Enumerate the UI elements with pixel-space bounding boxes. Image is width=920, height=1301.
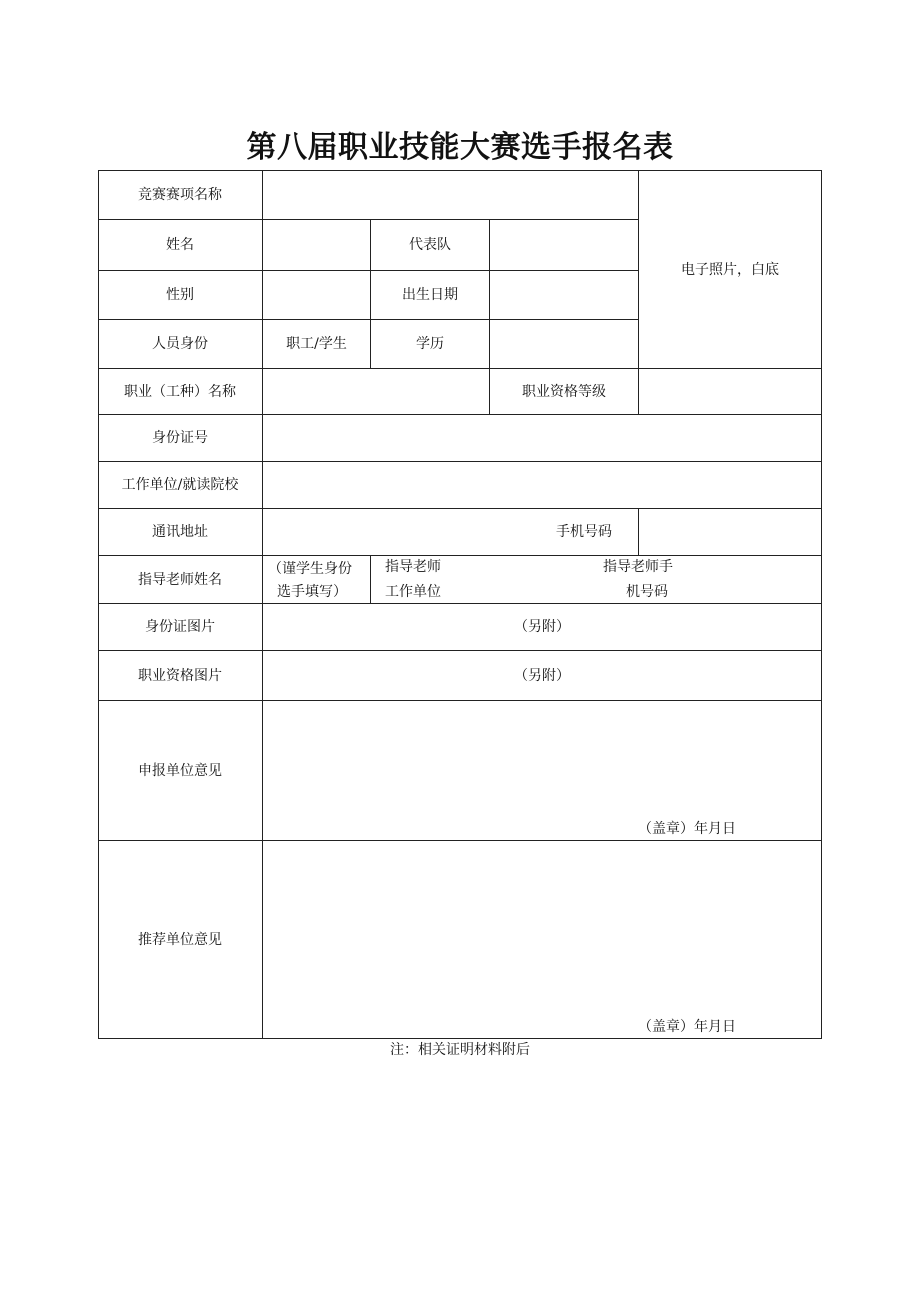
identity-options: 职工/学生	[286, 336, 347, 352]
photo-label: 电子照片，白底	[681, 261, 779, 278]
team-label: 代表队	[409, 237, 451, 253]
table-rule	[638, 368, 639, 415]
recommender-seal-date: （盖章）年月日	[638, 1019, 736, 1035]
advisor-name-label: 指导老师姓名	[138, 571, 222, 588]
page-title: 第八届职业技能大赛选手报名表	[246, 130, 674, 165]
advisor-note-line-1: （谨学生身份	[268, 561, 352, 577]
footnote: 注：相关证明材料附后	[390, 1042, 530, 1058]
id-number-label: 身份证号	[152, 430, 208, 446]
birth-date-label: 出生日期	[402, 287, 458, 303]
address-label: 通讯地址	[152, 524, 208, 540]
table-rule	[489, 219, 490, 369]
advisor-phone-line-1: 指导老师手	[603, 559, 673, 575]
id-image-label: 身份证图片	[145, 619, 215, 635]
gender-label: 性别	[166, 287, 194, 303]
identity-label: 人员身份	[152, 336, 208, 352]
event-name-label: 竞赛赛项名称	[138, 187, 222, 203]
qualification-level-label: 职业资格等级	[522, 383, 606, 400]
recommender-opinion-label: 推荐单位意见	[138, 931, 222, 948]
advisor-phone-line-2: 机号码	[626, 584, 668, 600]
applicant-opinion-label: 申报单位意见	[138, 762, 222, 779]
table-rule	[821, 170, 822, 1039]
advisor-note-line-2: 选手填写）	[277, 584, 347, 600]
table-rule	[98, 1038, 822, 1039]
table-rule	[370, 555, 371, 604]
qualification-image-label: 职业资格图片	[138, 667, 222, 684]
work-unit-label: 工作单位/就读院校	[121, 477, 239, 493]
qualification-image-attached: （另附）	[514, 667, 570, 684]
table-rule	[638, 508, 639, 556]
mobile-label: 手机号码	[556, 524, 612, 540]
education-label: 学历	[416, 336, 444, 352]
occupation-label: 职业（工种）名称	[124, 383, 236, 400]
advisor-unit-line-2: 工作单位	[385, 584, 441, 600]
id-image-attached: （另附）	[514, 619, 570, 635]
name-label: 姓名	[166, 237, 194, 253]
advisor-unit-line-1: 指导老师	[385, 559, 441, 575]
applicant-seal-date: （盖章）年月日	[638, 821, 736, 837]
